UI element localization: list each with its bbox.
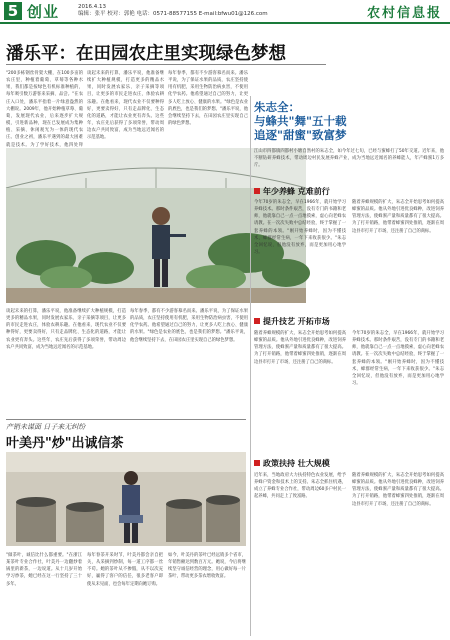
sidebar-title-line3: 追逐"甜蜜"致富梦 <box>254 128 347 142</box>
page-number: 5 <box>4 2 22 20</box>
second-article-col2: 每年春茶开采时节，叶美丹都会亲自把关，从采摘到炒制，每一道工序都一丝不苟。她的茶叶从不掺假，从不以次充好，赢得了客户的信任，很多老客户即使从未见面，也会每年定期向她订购。 <box>87 553 163 587</box>
editor-contact: 编辑：张平 校对：郭艳 电话：0571-88577155 E-mail:bfwu01@126.com <box>78 11 268 17</box>
sidebar-title-line2: 与蜂共"舞"五十载 <box>254 114 347 128</box>
sidebar-subhead-1-text: 年少养蜂 克难前行 <box>263 187 330 196</box>
sidebar-sub1-col2: 随着养蜂规模的扩大，朱志全开始思考如何提高蜂蜜的品质。他从外地引进优良蜂种，改进饲养管理方法，使蜂蜜产量和质量都有了很大提高。为了打开销路，他带着蜂蜜四处推销，逐渐在周边县市打开了市场，还注册了自己的商标。 <box>352 200 444 234</box>
second-article-subtitle: 产销未谋面 日子来无纠纷 <box>6 423 86 431</box>
issue-date: 2016.4.13 <box>78 4 106 10</box>
red-square-icon <box>254 318 260 324</box>
sidebar-sub3-col2: 随着养蜂规模的扩大，朱志全开始思考如何提高蜂蜜的品质。他从外地引进优良蜂种，改进饲养管理方法，使蜂蜜产量和质量都有了很大提高。为了打开销路，他带着蜂蜜四处推销，逐渐在周边县市打开了市场，还注册了自己的商标。 <box>352 473 444 507</box>
red-square-icon <box>254 188 260 194</box>
main-article-col3: 每年春季，都有不少游客慕名而来。潘乐平说，为了保证水果的品质，农庄坚持使用有机肥，采用生物防治病虫害，不使用化学农药。他希望通过自己的努力，让更多人吃上放心、健康的水果。"绿色是农业的底色，也是我们的梦想。"潘乐平说，他会继续坚持下去，在田园农庄里实现自己的绿色梦想。 <box>168 71 248 127</box>
sidebar-subhead-1 <box>254 186 330 197</box>
second-article-headline: 叶美丹"炒"出诚信茶 <box>6 436 124 451</box>
main-article-col2-cont: 每年春季，都有不少游客慕名而来。潘乐平说，为了保证水果的品质，农庄坚持使用有机肥，采用生物防治病虫害，不使用化学农药。他希望通过自己的努力，让更多人吃上放心、健康的水果。"绿色是农业的底色，也是我们的梦想。"潘乐平说，他会继续坚持下去，在田园农庄里实现自己的绿色梦想。 <box>130 309 248 343</box>
sidebar-subhead-2 <box>254 316 330 327</box>
sidebar-sub2-col1: 随着养蜂规模的扩大，朱志全开始思考如何提高蜂蜜的品质。他从外地引进优良蜂种，改进饲养管理方法，使蜂蜜产量和质量都有了很大提高。为了打开销路，他带着蜂蜜四处推销，逐渐在周边县市打开了市场，还注册了自己的商标。 <box>254 331 346 365</box>
main-article-col1-cont: 谈起未来的打算，潘乐平说，他准备继续扩大种植规模，打造更多的精品水果，同时发展农家乐、亲子采摘等项目，让更多的市民走进农庄，体验农耕乐趣。在他看来，现代农业不仅要种得好，更要卖得好，只有走品牌化、生态化的道路，才能让农业更有奔头。这些年，农庄先后获得了多项荣誉，带动周边农户共同致富，成为当地远近闻名的示范基地。 <box>6 309 126 350</box>
sidebar-subhead-3 <box>254 458 330 469</box>
second-article-rule <box>6 419 246 420</box>
sidebar-sub2-col2: 今年70岁的朱志全，早在1966年，就开始学习养蜂技术。那时条件艰苦，没有专门的书籍和老师，他就靠自己一点一点地摸索，虚心向老蜂农请教。在一次次失败中总结经验，终于掌握了一套养蜂的本领。"刚开始养蜂时，因为不懂技术，蜂群经常生病，一年下来收获很少。"朱志全回忆说，但他没有放弃，而是更加用心地学习。 <box>352 331 444 387</box>
sidebar-title-line1: 朱志全： <box>254 100 300 114</box>
red-square-icon <box>254 460 260 466</box>
headline-rule <box>6 64 326 65</box>
paper-name: 农村信息报 <box>366 6 442 21</box>
main-article-col1: "200多栋钢丝骨架大棚，在100多亩的农庄里，种植着葡萄、草莓等各种水果，我们都是按绿色有机标准种植的，每年吸引数万游客来采摘、品尝。"在农庄入口处，潘乐平指着一片绿意盎然的大棚说。2009年，他开始种植草莓、葡萄，发展现代农业，后来逐步扩大规模，引进新品种，现在已发展成为集种植、采摘、休闲观光为一体的现代农庄。创业之初，潘乐平遇到的最大困难就是技术。为了学好技术，他四处拜 <box>6 71 83 148</box>
section-name: 创业 <box>27 3 60 21</box>
second-article-col1: "做茶叶，诚信比什么都重要。"在浙江某茶叶专业合作社，叶美丹一边翻炒着锅里的新茶，一边说道。从十几岁开始学习炒茶，她已经在这一行坚持了三十多年。 <box>6 553 82 587</box>
tea-workshop-photo <box>6 452 246 546</box>
main-article-col2: 谈起未来的打算，潘乐平说，他准备继续扩大种植规模，打造更多的精品水果，同时发展农家乐、亲子采摘等项目，让更多的市民走进农庄，体验农耕乐趣。在他看来，现代农业不仅要种得好，更要卖得好，只有走品牌化、生态化的道路，才能让农业更有奔头。这些年，农庄先后获得了多项荣誉，带动周边农户共同致富，成为当地远近闻名的示范基地。 <box>87 71 164 141</box>
second-article-col3: 如今，叶美丹的茶叶已经远销多个省市，年销售额达到数百万元。她说，今后将继续坚守诚信经营的理念，用心做好每一片茶叶，带动更多茶农增收致富。 <box>168 553 246 580</box>
sidebar-sub3-col1: 近年来，当地政府大力扶持特色农业发展，给予养蜂户资金和技术上的支持。朱志全抓住机遇，成立了养蜂专业合作社，带动周边60多户村民一起养蜂，共同走上了致富路。 <box>254 473 346 500</box>
sidebar-subhead-2-text: 提升技艺 开拓市场 <box>263 317 330 326</box>
sidebar-sub1-col1: 今年70岁的朱志全，早在1966年，就开始学习养蜂技术。那时条件艰苦，没有专门的书籍和老师，他就靠自己一点一点地摸索，虚心向老蜂农请教。在一次次失败中总结经验，终于掌握了一套养蜂的本领。"刚开始养蜂时，因为不懂技术，蜂群经常生病，一年下来收获很少。"朱志全回忆说，但他没有放弃，而是更加用心地学习。 <box>254 200 346 256</box>
column-divider <box>250 96 251 636</box>
sidebar-intro: 江山市四都镇四都村小塘自然村的朱志全，如今年过七旬，已经与蜜蜂打了50年交道。近年来，他不断钻研养蜂技术，带动周边村民发展养蜂产业，成为当地远近闻名的养蜂能人，年产蜂蜜1万多斤。 <box>254 149 444 169</box>
sidebar-subhead-3-text: 政策扶持 壮大规模 <box>263 459 330 468</box>
masthead-meta <box>78 4 288 18</box>
tea-workshop-illustration <box>6 452 246 546</box>
sidebar-article <box>254 100 444 142</box>
main-headline: 潘乐平：在田园农庄里实现绿色梦想 <box>6 44 286 64</box>
